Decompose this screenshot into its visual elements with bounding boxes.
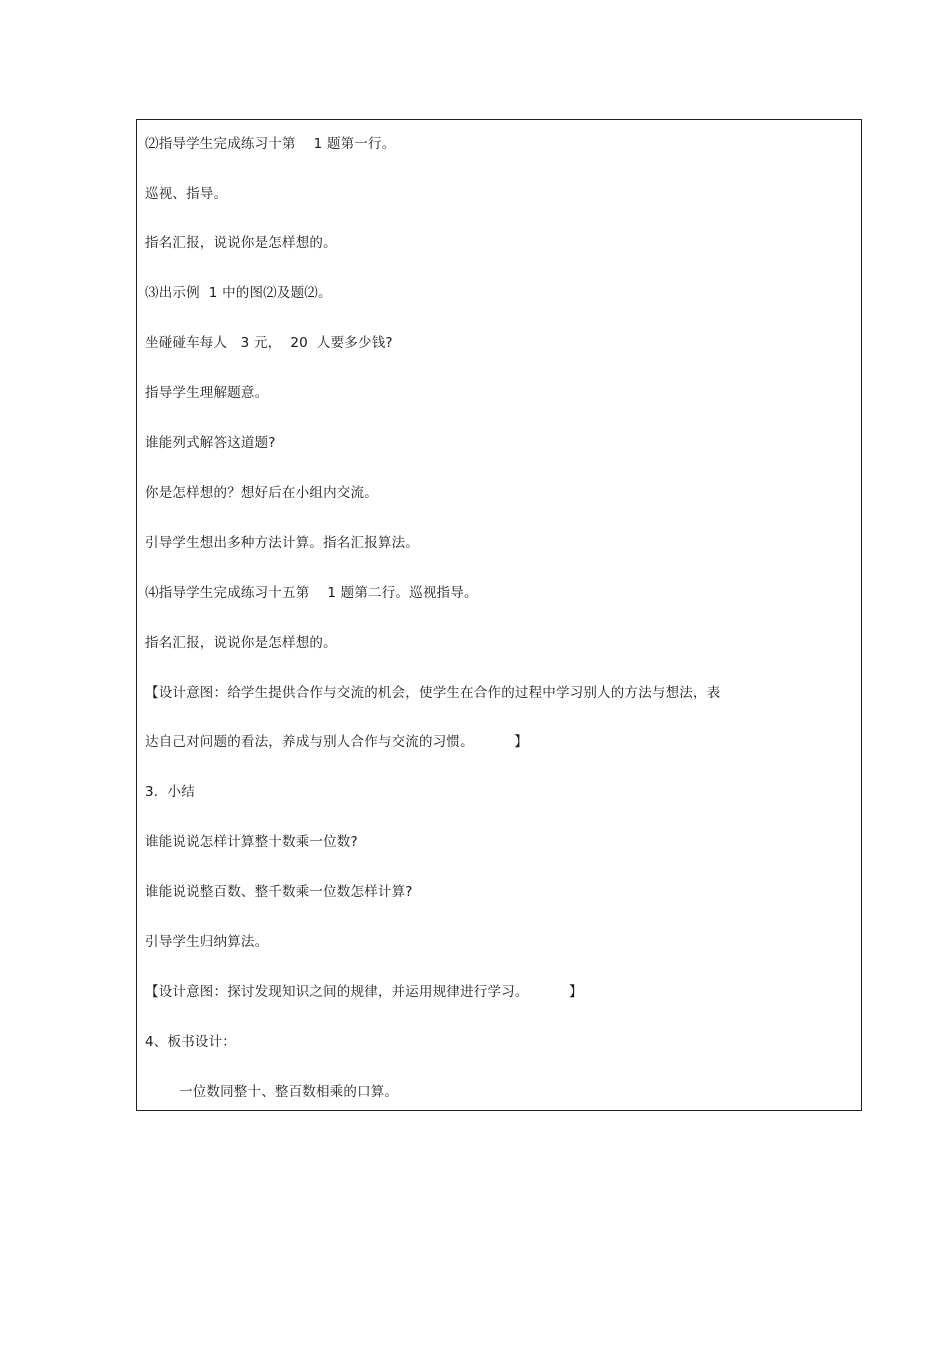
text-line-bumper-car-question: 坐碰碰车每人 3 元， 20 人要多少钱? [145,335,393,351]
text-line-design-intent-1b: 达自己对问题的看法，养成与别人合作与交流的习惯。 】 [145,734,528,750]
text-line-board-design-heading: 4、板书设计： [145,1034,236,1050]
text-line-patrol-guide: 巡视、指导。 [145,186,228,202]
text-line-summary-heading: 3．小结 [145,784,195,800]
lesson-plan-cell [136,119,862,1111]
text-line-design-intent-1a: 【设计意图：给学生提供合作与交流的机会，使学生在合作的过程中学习别人的方法与想法，表 [145,685,721,701]
text-line-summarize-algorithm: 引导学生归纳算法。 [145,934,269,950]
text-line-board-title: 一位数同整十、整百数相乘的口算。 [179,1084,399,1100]
text-line-report-thinking: 指名汇报，说说你是怎样想的。 [145,235,337,251]
text-line-practice-15: ⑷指导学生完成练习十五第 1 题第二行。巡视指导。 [145,585,478,601]
text-line-show-example: ⑶出示例 1 中的图⑵及题⑵。 [145,285,332,301]
text-line-multiple-methods: 引导学生想出多种方法计算。指名汇报算法。 [145,535,419,551]
text-line-who-can-solve: 谁能列式解答这道题? [145,435,276,451]
text-line-group-discussion: 你是怎样想的？想好后在小组内交流。 [145,485,378,501]
text-line-practice-10: ⑵指导学生完成练习十第 1 题第一行。 [145,136,396,152]
text-line-report-thinking-2: 指名汇报，说说你是怎样想的。 [145,635,337,651]
text-line-summary-q1: 谁能说说怎样计算整十数乘一位数? [145,834,358,850]
text-line-understand-question: 指导学生理解题意。 [145,385,269,401]
text-line-design-intent-2: 【设计意图：探讨发现知识之间的规律，并运用规律进行学习。 】 [145,984,583,1000]
text-line-summary-q2: 谁能说说整百数、整千数乘一位数怎样计算? [145,884,413,900]
